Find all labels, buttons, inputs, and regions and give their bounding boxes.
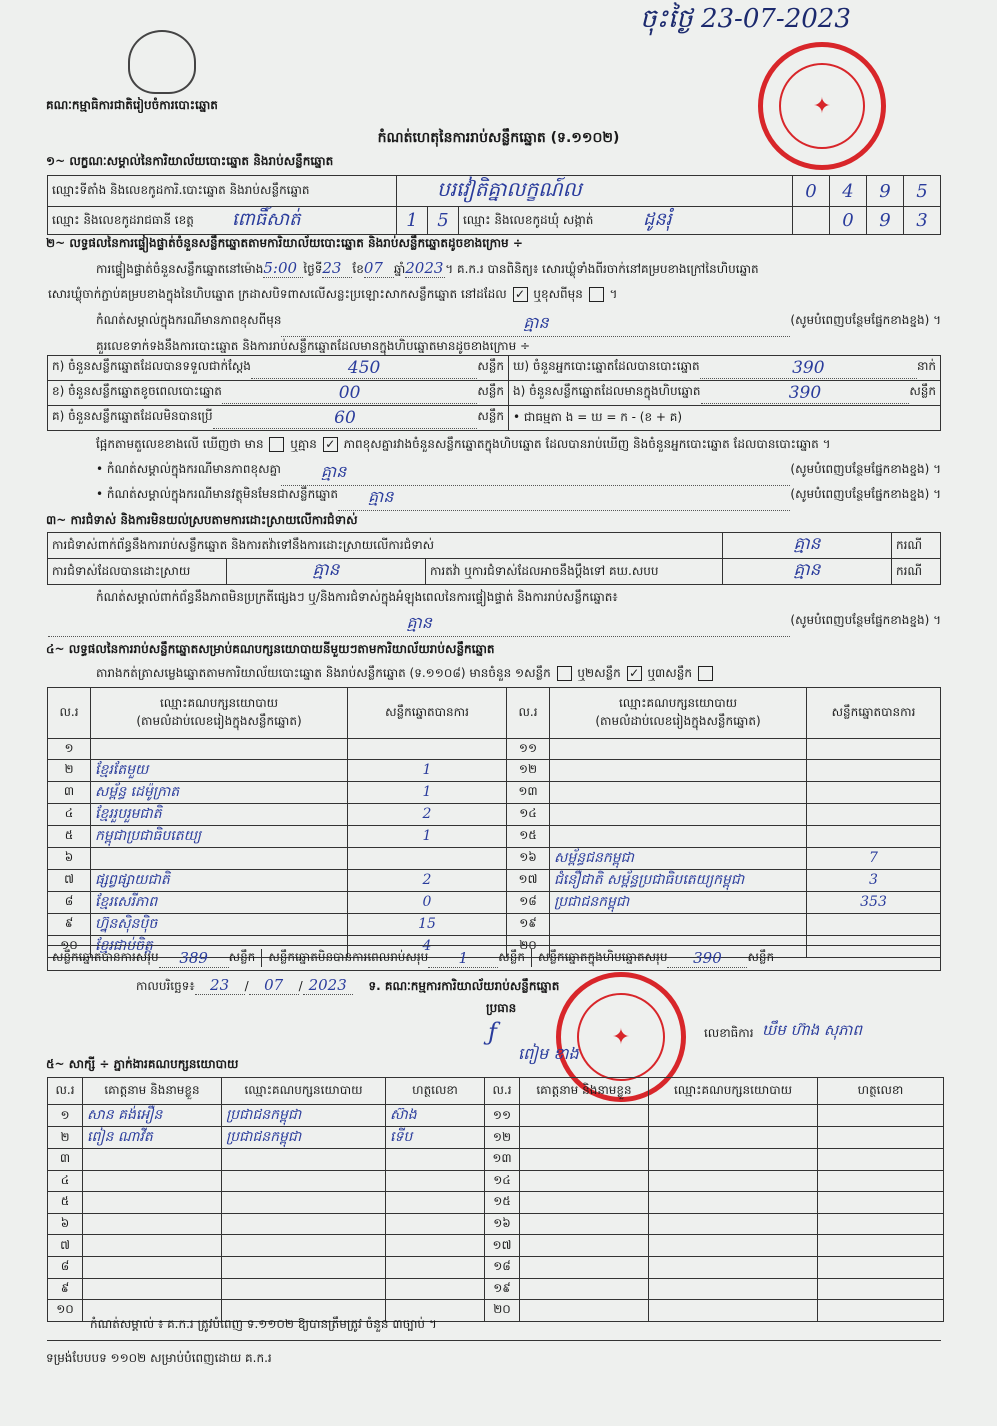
result-no: ១០ xyxy=(48,935,91,957)
org-name: គណៈកម្មាធិការជាតិរៀបចំការបោះឆ្នោត xyxy=(46,98,218,112)
verif-day: 23 xyxy=(322,259,352,278)
result-votes xyxy=(348,739,507,760)
province-label: ឈ្មោះ និងលេខកូដរាជធានី ខេត្ត xyxy=(52,212,194,227)
witness-name xyxy=(520,1105,649,1127)
witness-signature xyxy=(386,1149,485,1171)
result-party xyxy=(550,825,807,847)
total-valid-value: 389 xyxy=(159,949,229,968)
witness-col-sign-2: ហត្ថលេខា xyxy=(818,1078,944,1105)
result-party xyxy=(550,803,807,825)
witness-party xyxy=(222,1278,386,1300)
total-box-value: 390 xyxy=(667,949,747,968)
in-box-value: 390 xyxy=(701,383,910,404)
witness-name xyxy=(83,1192,222,1214)
section3-heading: ៣~ ការជំទាស់ និងការមិនយល់ស្របតាមការដោះស្រាយលើការជំទាស់ xyxy=(46,513,358,527)
location-code-3: 9 xyxy=(867,176,904,207)
result-no: ១២ xyxy=(507,759,550,781)
footer-divider xyxy=(47,1340,941,1341)
object-note-value: គ្មាន xyxy=(338,486,790,511)
one-sheet-checkbox[interactable] xyxy=(557,666,572,681)
witness-signature xyxy=(386,1213,485,1235)
witness-col-no-2: ល.រ xyxy=(485,1078,520,1105)
witness-name xyxy=(83,1170,222,1192)
date-day: 23 xyxy=(195,976,245,995)
result-votes: 2 xyxy=(348,803,507,825)
witness-name xyxy=(520,1213,649,1235)
witness-party xyxy=(222,1170,386,1192)
witness-no: ១៨ xyxy=(485,1256,520,1278)
witness-signature: ទើប xyxy=(386,1127,485,1149)
date-month: 07 xyxy=(249,976,299,995)
witness-signature xyxy=(818,1235,944,1257)
total-box-label: សន្លឹកឆ្នោតក្នុងហិបឆ្នោតសរុប xyxy=(537,950,668,964)
results-col-party-sub-2: (តាមលំដាប់លេខរៀងក្នុងសន្លឹកឆ្នោត) xyxy=(595,714,761,728)
witness-signature xyxy=(818,1213,944,1235)
results-col-party-title: ឈ្មោះគណបក្សនយោបាយ xyxy=(159,696,279,710)
tally-b: ឬ២សន្លឹក xyxy=(577,666,621,680)
result-votes xyxy=(807,759,941,781)
result-party: ហ្វ៊ុនស៊ិនប៉ិច xyxy=(91,913,348,935)
chair-signature: ƒ xyxy=(488,1018,497,1046)
witness-col-party: ឈ្មោះគណបក្សនយោបាយ xyxy=(222,1078,386,1105)
result-votes: 2 xyxy=(348,869,507,891)
result-no: ១៩ xyxy=(507,913,550,935)
witness-no: ១១ xyxy=(485,1105,520,1127)
results-col-party-sub: (តាមលំដាប់លេខរៀងក្នុងសន្លឹកឆ្នោត) xyxy=(136,714,302,728)
witness-party xyxy=(222,1256,386,1278)
result-party: សម្ព័ន្ធ ដេម៉ូក្រាត xyxy=(91,781,348,803)
handwritten-date: ចុះថ្ងៃ 23-07-2023 xyxy=(640,4,851,34)
result-votes: 15 xyxy=(348,913,507,935)
result-votes: 0 xyxy=(348,891,507,913)
result-votes: 7 xyxy=(807,847,941,869)
spoiled-unit: សន្លឹក xyxy=(477,383,504,398)
difference-check-line xyxy=(96,436,831,454)
witness-party xyxy=(649,1170,818,1192)
result-party: ខ្មែររួបរួមជាតិ xyxy=(91,803,348,825)
witness-no: ១២ xyxy=(485,1127,520,1149)
witness-signature xyxy=(386,1256,485,1278)
unused-value: 60 xyxy=(213,408,478,429)
section4-heading: ៤~ លទ្ធផលនៃការរាប់សន្លឹកឆ្នោតសម្រាប់គណបក្សនយោបាយនីមួយៗតាមការិយាល័យរាប់សន្លឹកឆ្នោត xyxy=(46,642,495,656)
total-valid-label: សន្លឹកឆ្នោតបានការសរុប xyxy=(52,950,159,964)
total-invalid-unit: សន្លឹក xyxy=(498,949,532,967)
page-title: កំណត់ហេតុនៃការរាប់សន្លឹកឆ្នោត (ទ.១១០២) xyxy=(377,130,620,146)
witness-name xyxy=(83,1278,222,1300)
commune-value: ដូនរុំ xyxy=(643,209,672,230)
witness-signature xyxy=(818,1105,944,1127)
witness-name xyxy=(83,1149,222,1171)
witness-no: ២ xyxy=(48,1127,83,1149)
witness-row xyxy=(48,1256,944,1278)
chair-name: ពៀម ខាង xyxy=(518,1044,579,1063)
diff-check-a: ផ្អែកតាមតួលេខខាងលើ ឃើញថា មាន xyxy=(96,437,264,451)
location-table xyxy=(47,175,941,235)
witness-row xyxy=(48,1127,944,1149)
witness-signature: ស៊ាង xyxy=(386,1105,485,1127)
result-no: ២០ xyxy=(507,935,550,957)
result-party: ខ្មែរតែមួយ xyxy=(91,759,348,781)
witness-col-name-2: គោត្តនាម និងនាមខ្លួន xyxy=(520,1078,649,1105)
result-party: ជំនឿជាតិ សម្ព័ន្ធប្រជាធិបតេយ្យកម្ពុជា xyxy=(550,869,807,891)
section1-heading: ១~ លក្ខណៈសម្គាល់នៃការិយាល័យបោះឆ្នោត និងរាប់សន្លឹកឆ្នោត xyxy=(46,154,334,168)
irregularity-value: គ្មាន xyxy=(48,612,790,637)
witness-party: ប្រជាជនកម្ពុជា xyxy=(222,1127,386,1149)
verif-year: 2023 xyxy=(405,259,444,277)
result-no: ៤ xyxy=(48,803,91,825)
witness-party xyxy=(649,1127,818,1149)
results-col-no-2: ល.រ xyxy=(507,688,550,739)
witness-name xyxy=(520,1170,649,1192)
result-no: ១៥ xyxy=(507,825,550,847)
voters-unit: នាក់ xyxy=(916,358,936,373)
witness-no: ២០ xyxy=(485,1300,520,1322)
unused-unit: សន្លឹក xyxy=(477,408,504,423)
result-votes: 1 xyxy=(348,759,507,781)
witness-signature xyxy=(386,1170,485,1192)
diff-note-label: • កំណត់សម្គាល់ក្នុងករណីមានភាពខុសគ្នា xyxy=(96,462,281,476)
witness-row xyxy=(48,1235,944,1257)
witness-party xyxy=(649,1300,818,1322)
witness-party: ប្រជាជនកម្ពុជា xyxy=(222,1105,386,1127)
results-row xyxy=(48,759,941,781)
witness-signature xyxy=(386,1235,485,1257)
result-no: ៨ xyxy=(48,891,91,913)
verif-text-c: ខែ xyxy=(352,262,364,276)
witness-name: សាន គង់អឿន xyxy=(83,1105,222,1127)
witness-no: ៦ xyxy=(48,1213,83,1235)
result-no: ១ xyxy=(48,739,91,760)
result-party: ខ្មែរសេរីភាព xyxy=(91,891,348,913)
secretary-name: ឃឹម ហ៊ាង សុភាព xyxy=(762,1021,862,1039)
commune-code-1: 0 xyxy=(830,207,867,235)
witness-name xyxy=(83,1213,222,1235)
figures-table xyxy=(47,355,941,431)
unchanged-checkbox[interactable]: ✓ xyxy=(513,287,528,302)
diff-check-c: ភាពខុសគ្នារវាងចំនួនសន្លឹកឆ្នោតក្នុងហិបឆ្នោត ដែលបានរាប់ឃើញ និងចំនួនអ្នកបោះឆ្នោត ដែលបានបោះឆ្នោត ។ xyxy=(343,437,831,451)
result-no: ៧ xyxy=(48,869,91,891)
results-row xyxy=(48,803,941,825)
result-votes: 3 xyxy=(807,869,941,891)
resolved-value: គ្មាន xyxy=(227,559,426,585)
result-votes: 353 xyxy=(807,891,941,913)
tally-a: តារាងកត់ត្រាសម្លេងឆ្នោតតាមការិយាល័យបោះឆ្នោត និងរាប់សន្លឹកឆ្នោត (ទ.១១០៨) មានចំនួន ១សន្លឹក xyxy=(96,666,551,680)
witness-party xyxy=(649,1213,818,1235)
unused-label: គ) ចំនួនសន្លឹកឆ្នោតដែលមិនបានប្រើ xyxy=(52,408,213,423)
witness-party xyxy=(222,1213,386,1235)
witness-name xyxy=(520,1278,649,1300)
form-note: ទម្រង់បែបបទ ១១០២ សម្រាប់បំពេញដោយ គ.ក.រ xyxy=(46,1351,272,1365)
verif-text-d: ឆ្នាំ xyxy=(393,262,406,276)
witness-no: ៧ xyxy=(48,1235,83,1257)
verif-text-a: ការផ្ទៀងផ្ទាត់ចំនួនសន្លឹកឆ្នោតនៅម៉ោង xyxy=(96,262,264,276)
witness-col-party-2: ឈ្មោះគណបក្សនយោបាយ xyxy=(649,1078,818,1105)
section5-heading: ៥~ សាក្សី ÷ ភ្នាក់ងារគណបក្សនយោបាយ xyxy=(46,1057,239,1071)
object-note-suffix: (សូមបំពេញបន្ថែមផ្នែកខាងខ្នង) ។ xyxy=(790,487,941,501)
witness-name xyxy=(520,1235,649,1257)
witness-name xyxy=(520,1192,649,1214)
result-party xyxy=(91,739,348,760)
result-no: ១៦ xyxy=(507,847,550,869)
commune-label: ឈ្មោះ និងលេខកូដឃុំ សង្កាត់ xyxy=(463,212,594,227)
witness-party xyxy=(649,1149,818,1171)
results-row xyxy=(48,781,941,803)
result-no: ១៣ xyxy=(507,781,550,803)
irregularity-note: កំណត់សម្គាល់ពាក់ព័ន្ធនឹងភាពមិនប្រក្រតីផ្សេងៗ ឬ/និងការជំទាស់ក្នុងអំឡុងពេលនៃការផ្ទៀងផ្ទាត់ និងការរាប់សន្លឹកឆ្នោត៖ xyxy=(96,590,618,604)
object-note-line xyxy=(96,486,941,511)
result-party xyxy=(550,913,807,935)
committee-seal-bottom: ✦ xyxy=(556,972,686,1102)
result-no: ៦ xyxy=(48,847,91,869)
voters-label: ឃ) ចំនួនអ្នកបោះឆ្នោតដែលបានបោះឆ្នោត xyxy=(513,358,700,373)
witness-signature xyxy=(818,1192,944,1214)
appeal-label: ការតវ៉ា ឬការជំទាស់ដែលអាចនឹងប្តឹងទៅ គឃ.សបប xyxy=(426,559,723,585)
objection-unit: ករណី xyxy=(892,533,941,559)
tally-c: ឬ៣សន្លឹក xyxy=(647,666,692,680)
location-code-4: 5 xyxy=(904,176,941,207)
witness-party xyxy=(649,1256,818,1278)
province-code-1: 1 xyxy=(397,207,428,235)
spoiled-label: ខ) ចំនួនសន្លឹកឆ្នោតខូចពេលបោះឆ្នោត xyxy=(52,383,222,398)
resolved-label: ការជំទាស់ដែលបានដោះស្រាយ xyxy=(48,559,227,585)
witness-row xyxy=(48,1192,944,1214)
in-box-unit: សន្លឹក xyxy=(909,383,936,398)
verif-text-b: ថ្ងៃទី xyxy=(303,262,323,276)
result-party xyxy=(550,781,807,803)
witness-name: ពៀន ណាវីត xyxy=(83,1127,222,1149)
province-code-2: 5 xyxy=(428,207,459,235)
witness-no: ៨ xyxy=(48,1256,83,1278)
changed-label: ឬខុសពីមុន xyxy=(533,287,583,301)
result-party: កម្ពុជាប្រជាធិបតេយ្យ xyxy=(91,825,348,847)
section2-heading: ២~ លទ្ធផលនៃការផ្ទៀងផ្ទាត់ចំនួនសន្លឹកឆ្នោតតាមការិយាល័យបោះឆ្នោត និងរាប់សន្លឹកឆ្នោតដូចខាងក្រោម ÷ xyxy=(46,236,523,250)
witness-no: ៥ xyxy=(48,1192,83,1214)
witness-no: ៩ xyxy=(48,1278,83,1300)
results-col-votes: សន្លឹកឆ្នោតបានការ xyxy=(348,688,507,739)
diff-check-b: ឬគ្មាន xyxy=(290,437,317,451)
witness-name xyxy=(83,1256,222,1278)
witness-row xyxy=(48,1105,944,1127)
diff-note-suffix: (សូមបំពេញបន្ថែមផ្នែកខាងខ្នង) ។ xyxy=(790,462,941,476)
irregularity-suffix: (សូមបំពេញបន្ថែមផ្នែកខាងខ្នង) ។ xyxy=(790,613,941,627)
has-difference-checkbox[interactable] xyxy=(269,437,284,452)
results-row xyxy=(48,847,941,869)
witness-col-sign: ហត្ថលេខា xyxy=(386,1078,485,1105)
tally-sheet-line xyxy=(96,665,715,683)
result-no: ១៧ xyxy=(507,869,550,891)
two-sheets-checkbox[interactable]: ✓ xyxy=(627,666,642,681)
note-label: កំណត់សម្គាល់ក្នុងករណីមានភាពខុសពីមុន xyxy=(96,313,282,327)
result-votes xyxy=(807,781,941,803)
witness-row xyxy=(48,1170,944,1192)
witness-party xyxy=(222,1149,386,1171)
objection-value: គ្មាន xyxy=(723,533,892,559)
irregularity-line xyxy=(48,612,941,637)
witness-party xyxy=(649,1192,818,1214)
witness-signature xyxy=(818,1300,944,1322)
witness-signature xyxy=(386,1278,485,1300)
location-label: ឈ្មោះទីតាំង និងលេខកូដការិ.បោះឆ្នោត និងរាប់សន្លឹកឆ្នោត xyxy=(48,176,397,207)
results-col-party-title-2: ឈ្មោះគណបក្សនយោបាយ xyxy=(618,696,738,710)
witness-no: ១៥ xyxy=(485,1192,520,1214)
commune-code-3: 3 xyxy=(904,207,941,235)
verif-text-e: ។ គ.ក.រ បានពិនិត្យ៖ សោរឃ្លុំទាំងពីរចាក់នៅគម្របខាងក្រៅនៃហិបឆ្នោត xyxy=(445,262,759,276)
witness-name xyxy=(520,1256,649,1278)
result-no: ៥ xyxy=(48,825,91,847)
date-line: កាលបរិច្ឆេទ៖ 23 / 07 / 2023 ទ. គណៈកម្មការការិយាល័យរាប់សន្លឹកឆ្នោត xyxy=(136,976,560,994)
in-box-label: ង) ចំនួនសន្លឹកឆ្នោតដែលមានក្នុងហិបឆ្នោត xyxy=(513,383,701,398)
province-value: ពោធិ៍សាត់ xyxy=(232,209,301,230)
results-col-votes-2: សន្លឹកឆ្នោតបានការ xyxy=(807,688,941,739)
committee-seal-top: ✦ xyxy=(758,42,886,170)
result-no: ២ xyxy=(48,759,91,781)
date-year: 2023 xyxy=(303,976,353,995)
total-invalid-label: សន្លឹកឆ្នោតមិនបានការពេលរាប់សរុប xyxy=(268,950,429,964)
witness-signature xyxy=(818,1149,944,1171)
result-votes xyxy=(348,847,507,869)
objection-label: ការជំទាស់ពាក់ព័ន្ធនឹងការរាប់សន្លឹកឆ្នោត និងការតវ៉ាទៅនឹងការដោះស្រាយលើការជំទាស់ xyxy=(48,533,723,559)
result-no: ១៤ xyxy=(507,803,550,825)
witness-party xyxy=(649,1105,818,1127)
location-value: បរវៀតិគ្នាលក្ខណ៍ល xyxy=(397,176,793,207)
total-valid-unit: សន្លឹក xyxy=(229,949,263,967)
witness-row xyxy=(48,1278,944,1300)
result-party: ខ្មែរជាប់ចិត្ត xyxy=(91,935,348,957)
results-col-no: ល.រ xyxy=(48,688,91,739)
footer-note: កំណត់សម្គាល់ ៖ គ.ក.រ ត្រូវបំពេញ ទ.១១០២ ឱ្យបានត្រឹមត្រូវ ចំនួន ៣ច្បាប់ ។ xyxy=(90,1317,437,1331)
witness-name xyxy=(520,1127,649,1149)
result-votes xyxy=(807,739,941,760)
results-row xyxy=(48,891,941,913)
results-row xyxy=(48,739,941,760)
figures-intro: គួរលេខទាក់ទងនឹងការបោះឆ្នោត និងការរាប់សន្លឹកឆ្នោតដែលមានក្នុងហិបឆ្នោតមានដូចខាងក្រោម ÷ xyxy=(96,339,531,353)
witness-no: ៤ xyxy=(48,1170,83,1192)
commune-code-2: 9 xyxy=(867,207,904,235)
objection-table xyxy=(47,532,941,585)
totals-row xyxy=(47,945,941,971)
result-no: ១១ xyxy=(507,739,550,760)
changed-checkbox[interactable] xyxy=(589,287,604,302)
chair-label: ប្រធាន xyxy=(486,1001,517,1015)
location-code-2: 4 xyxy=(830,176,867,207)
witness-no: ១៣ xyxy=(485,1149,520,1171)
results-col-party-2 xyxy=(550,688,807,739)
received-unit: សន្លឹក xyxy=(477,358,504,373)
result-votes: 4 xyxy=(348,935,507,957)
witness-no: ១៦ xyxy=(485,1213,520,1235)
committee-label: ទ. គណៈកម្មការការិយាល័យរាប់សន្លឹកឆ្នោត xyxy=(368,979,560,993)
result-no: ៩ xyxy=(48,913,91,935)
result-party: ប្រជាជនកម្ពុជា xyxy=(550,891,807,913)
verification-line-1 xyxy=(96,259,759,279)
date-label: កាលបរិច្ឆេទ៖ xyxy=(136,979,195,993)
witness-party xyxy=(649,1235,818,1257)
object-note-label: • កំណត់សម្គាល់ក្នុងករណីមានវត្ថុមិនមែនជាសន្លឹកឆ្នោត xyxy=(96,487,339,501)
witness-row xyxy=(48,1149,944,1171)
witness-name xyxy=(83,1235,222,1257)
witness-no: ១០ xyxy=(48,1300,83,1322)
emblem-icon xyxy=(128,30,196,94)
witness-party xyxy=(649,1278,818,1300)
formula: • ជាធម្មតា ង = ឃ = ក - (ខ + គ) xyxy=(509,406,941,431)
witness-party xyxy=(222,1235,386,1257)
witness-no: ១៤ xyxy=(485,1170,520,1192)
witness-table xyxy=(47,1077,944,1322)
verif-time: 5:00 xyxy=(263,259,303,278)
results-row xyxy=(48,913,941,935)
witness-party xyxy=(222,1192,386,1214)
appeal-value: គ្មាន xyxy=(723,559,892,585)
results-row xyxy=(48,869,941,891)
result-votes: 1 xyxy=(348,781,507,803)
no-difference-checkbox[interactable]: ✓ xyxy=(323,437,338,452)
result-votes xyxy=(807,913,941,935)
result-votes: 1 xyxy=(348,825,507,847)
note-value: គ្មាន xyxy=(281,312,790,337)
total-box-unit: សន្លឹក xyxy=(747,950,775,964)
witness-signature xyxy=(818,1170,944,1192)
result-votes xyxy=(807,825,941,847)
note-line xyxy=(96,312,941,337)
result-party: សម្ព័ន្ធជនកម្ពុជា xyxy=(550,847,807,869)
received-label: ក) ចំនួនសន្លឹកឆ្នោតដែលបានទទួលជាក់ស្តែង xyxy=(52,358,251,373)
witness-name xyxy=(520,1149,649,1171)
result-party xyxy=(550,759,807,781)
secretary-label: លេខាធិការ xyxy=(704,1026,754,1040)
result-no: ៣ xyxy=(48,781,91,803)
witness-no: ៣ xyxy=(48,1149,83,1171)
voters-value: 390 xyxy=(700,358,917,379)
result-votes xyxy=(807,803,941,825)
verification-line-2 xyxy=(48,286,617,304)
appeal-unit: ករណី xyxy=(892,559,941,585)
verif-end: ។ xyxy=(609,287,618,301)
witness-col-no: ល.រ xyxy=(48,1078,83,1105)
verif-text-f: សោរឃ្លុំចាក់ភ្ជាប់គម្របខាងក្នុងនៃហិបឆ្នោត ក្រដាសបិទពាសលើសន្លះប្រឡោះសាកសន្លឹកឆ្នោត នៅដដែល xyxy=(48,287,507,301)
received-value: 450 xyxy=(251,358,477,379)
witness-signature xyxy=(818,1127,944,1149)
results-table xyxy=(47,687,941,958)
result-no: ១៨ xyxy=(507,891,550,913)
results-col-party xyxy=(91,688,348,739)
location-code-1: 0 xyxy=(793,176,830,207)
result-party xyxy=(91,847,348,869)
results-row xyxy=(48,825,941,847)
spoiled-value: 00 xyxy=(222,383,477,404)
witness-no: ១៩ xyxy=(485,1278,520,1300)
verif-month: 07 xyxy=(364,259,394,278)
witness-col-name: គោត្តនាម និងនាមខ្លួន xyxy=(83,1078,222,1105)
total-invalid-value: 1 xyxy=(428,949,498,968)
witness-signature xyxy=(818,1256,944,1278)
diff-note-line xyxy=(96,461,941,486)
witness-name xyxy=(520,1300,649,1322)
three-sheets-checkbox[interactable] xyxy=(698,666,713,681)
witness-signature xyxy=(386,1192,485,1214)
witness-signature xyxy=(818,1278,944,1300)
result-party xyxy=(550,739,807,760)
note-suffix: (សូមបំពេញបន្ថែមផ្នែកខាងខ្នង) ។ xyxy=(790,313,941,327)
result-party: ផ្សព្វផ្សាយជាតិ xyxy=(91,869,348,891)
diff-note-value: គ្មាន xyxy=(281,461,790,486)
witness-no: ១ xyxy=(48,1105,83,1127)
witness-row xyxy=(48,1213,944,1235)
witness-no: ១៧ xyxy=(485,1235,520,1257)
